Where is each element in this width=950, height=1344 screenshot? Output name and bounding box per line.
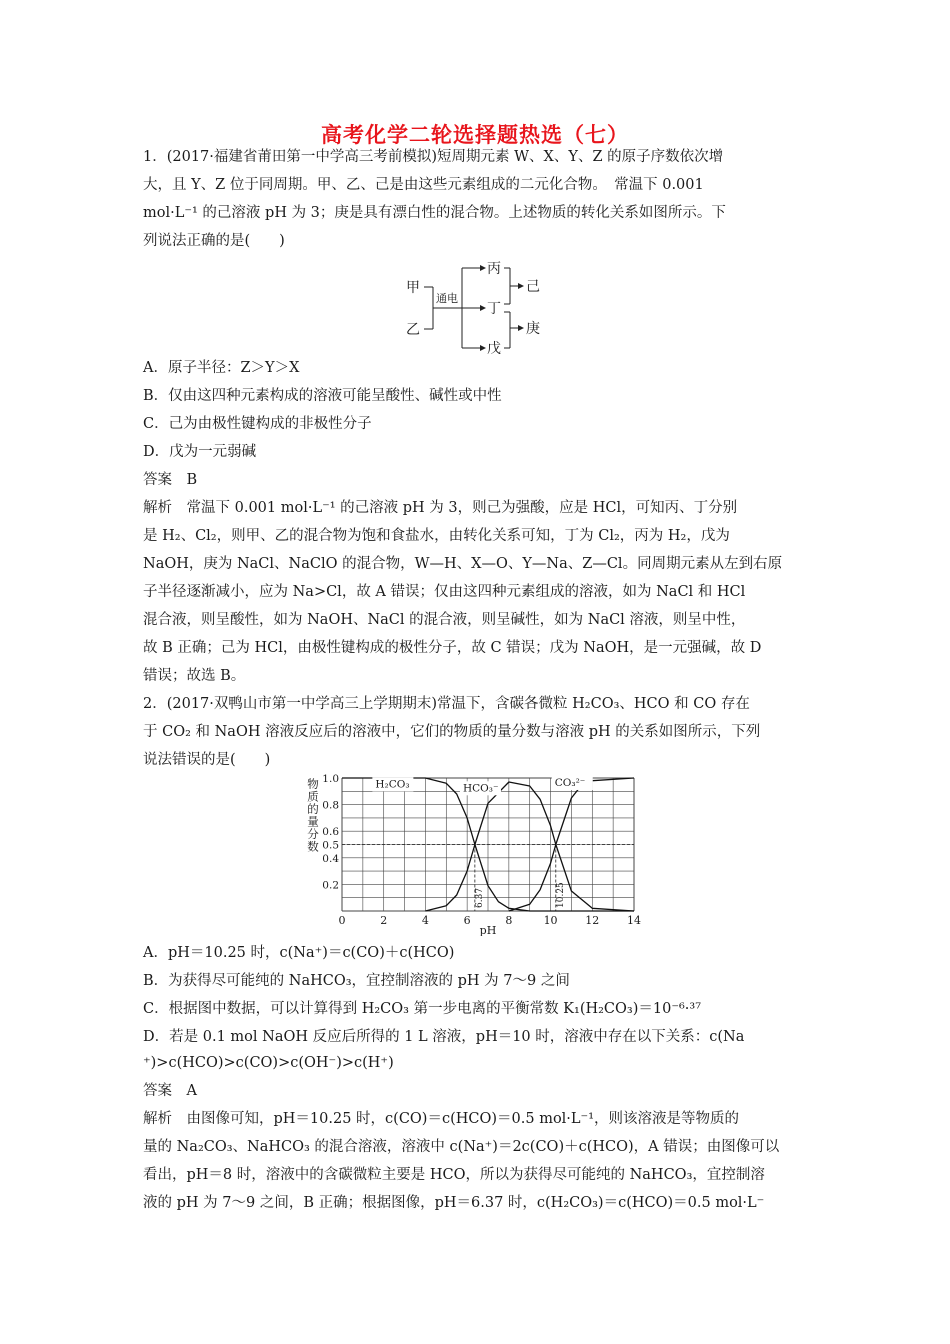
y-tick-label: 1.0 xyxy=(322,773,339,785)
diagram-label-geng: 庚 xyxy=(526,321,540,337)
q1-stem-line: 列说法正确的是( ) xyxy=(143,233,285,249)
q2-stem-line: 2．(2017·双鸭山市第一中学高三上学期期末)常温下，含碳各微粒 H₂CO₃、HCO 和 CO 存在 xyxy=(143,696,750,712)
x-tick-label: 12 xyxy=(585,914,600,927)
q2-option-b: B．为获得尽可能纯的 NaHCO₃，宜控制溶液的 pH 为 7～9 之间 xyxy=(143,973,570,989)
q1-option-a: A．原子半径：Z＞Y＞X xyxy=(143,360,300,376)
x-tick-label: 8 xyxy=(505,914,513,927)
q1-stem-line: 大，且 Y、Z 位于同周期。甲、乙、己是由这些元素组成的二元化合物。 常温下 0.001 xyxy=(143,177,704,193)
q1-analysis-line: 子半径逐渐减小，应为 Na>Cl，故 A 错误；仅由这四种元素组成的溶液，如为 NaCl 和 HCl xyxy=(143,584,746,600)
x-tick-label: 14 xyxy=(627,914,641,927)
annotation-label: 10.25 xyxy=(555,882,566,908)
series-label: HCO₃⁻ xyxy=(462,782,499,795)
q1-stem-line: mol·L⁻¹ 的己溶液 pH 为 3；庚是具有漂白性的混合物。上述物质的转化关系如图所示。下 xyxy=(143,205,726,221)
q2-answer: 答案 A xyxy=(143,1083,197,1099)
speciation-chart xyxy=(300,768,650,936)
y-tick-label: 0.6 xyxy=(322,826,339,839)
q2-analysis-line: 量的 Na₂CO₃、NaHCO₃ 的混合溶液，溶液中 c(Na⁺)＝2c(CO)＋c(HCO)，A 错误；由图像可以 xyxy=(143,1139,780,1155)
diagram-label-wu: 戊 xyxy=(487,341,501,357)
q1-analysis-line: 错误；故选 B。 xyxy=(143,668,246,684)
q2-option-d: D．若是 0.1 mol NaOH 反应后所得的 1 L 溶液，pH＝10 时，溶液中存在以下关系：c(Na xyxy=(143,1029,745,1045)
y-axis-label: 物质的量分数 xyxy=(307,777,319,854)
y-tick-label: 0.5 xyxy=(322,839,339,852)
q1-option-c: C．己为由极性键构成的非极性分子 xyxy=(143,416,372,432)
q1-analysis-line: 解析 常温下 0.001 mol·L⁻¹ 的己溶液 pH 为 3，则己为强酸，应是 HCl，可知丙、丁分别 xyxy=(143,500,738,516)
diagram-label-bing: 丙 xyxy=(487,261,501,277)
page-title: 高考化学二轮选择题热选（七） xyxy=(321,122,629,147)
q2-option-a: A．pH＝10.25 时，c(Na⁺)＝c(CO)＋c(HCO) xyxy=(143,945,455,961)
q2-stem-line: 说法错误的是( ) xyxy=(143,752,271,768)
diagram-label-ding: 丁 xyxy=(487,301,501,317)
q2-stem-line: 于 CO₂ 和 NaOH 溶液反应后的溶液中，它们的物质的量分数与溶液 pH 的关系如图所示，下列 xyxy=(143,724,761,740)
y-tick-label: 0.4 xyxy=(322,852,339,865)
x-tick-label: 10 xyxy=(543,914,558,927)
series-label: H₂CO₃ xyxy=(375,778,410,791)
q1-analysis-line: 混合液，则呈酸性，如为 NaOH、NaCl 的混合液，则呈碱性，如为 NaCl 溶液，则呈中性， xyxy=(143,612,746,628)
reaction-diagram xyxy=(400,258,560,358)
q1-analysis-line: 是 H₂、Cl₂，则甲、乙的混合物为饱和食盐水，由转化关系可知，丁为 Cl₂，丙为 H₂，戊为 xyxy=(143,528,730,544)
diagram-label-tongdian: 通电 xyxy=(436,292,458,305)
x-axis-label: pH xyxy=(479,924,497,936)
x-tick-label: 6 xyxy=(463,914,471,927)
q1-analysis-line: NaOH，庚为 NaCl、NaClO 的混合物，W—H、X—O、Y—Na、Z—Cl。同周期元素从左到右原 xyxy=(143,556,783,572)
q2-analysis-line: 液的 pH 为 7～9 之间，B 正确；根据图像，pH＝6.37 时，c(H₂CO₃)＝c(HCO)＝0.5 mol·L⁻ xyxy=(143,1195,765,1211)
series-label: CO₃²⁻ xyxy=(554,776,586,789)
y-tick-label: 0.8 xyxy=(322,799,339,812)
q2-analysis-line: 看出，pH＝8 时，溶液中的含碳微粒主要是 HCO，所以为获得尽可能纯的 NaHCO₃，宜控制溶 xyxy=(143,1167,765,1183)
x-tick-label: 2 xyxy=(380,914,388,927)
diagram-label-jia: 甲 xyxy=(406,280,420,296)
diagram-label-yi: 乙 xyxy=(406,322,420,338)
x-tick-label: 4 xyxy=(421,914,429,927)
diagram-label-ji: 己 xyxy=(526,279,540,295)
q1-option-b: B．仅由这四种元素构成的溶液可能呈酸性、碱性或中性 xyxy=(143,388,502,404)
q2-option-d-cont: ⁺)>c(HCO)>c(CO)>c(OH⁻)>c(H⁺) xyxy=(143,1055,394,1071)
q1-option-d: D．戊为一元弱碱 xyxy=(143,444,257,460)
q1-stem-line: 1．(2017·福建省莆田第一中学高三考前模拟)短周期元素 W、X、Y、Z 的原子序数依次增 xyxy=(143,149,724,165)
y-tick-label: 0.2 xyxy=(322,879,339,892)
q2-analysis-line: 解析 由图像可知，pH＝10.25 时，c(CO)＝c(HCO)＝0.5 mol·L⁻¹，则该溶液是等物质的 xyxy=(143,1111,740,1127)
q2-option-c: C．根据图中数据，可以计算得到 H₂CO₃ 第一步电离的平衡常数 K₁(H₂CO₃)＝10⁻⁶·³⁷ xyxy=(143,1001,702,1017)
q1-analysis-line: 故 B 正确；己为 HCl，由极性键构成的极性分子，故 C 错误；戊为 NaOH，是一元强碱，故 D xyxy=(143,640,762,656)
q1-answer: 答案 B xyxy=(143,472,198,488)
annotation-label: 6.37 xyxy=(474,887,485,908)
x-tick-label: 0 xyxy=(338,914,346,927)
